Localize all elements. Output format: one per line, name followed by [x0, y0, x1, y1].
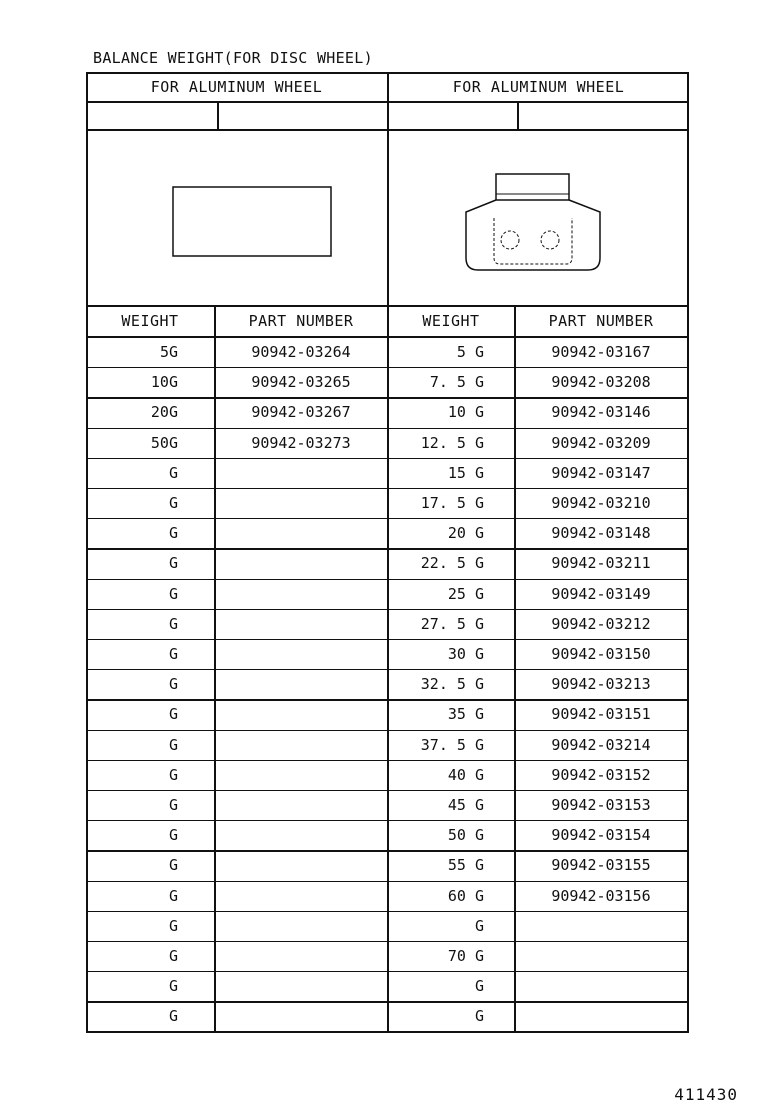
right-part-cell: 90942-03151: [551, 705, 651, 724]
left-weight-cell: 20G: [150, 403, 178, 422]
left-part-cell: [215, 820, 387, 850]
left-weight-cell: G: [168, 494, 178, 513]
right-weight-cell: 35 G: [447, 705, 484, 724]
left-weight-cell: G: [168, 584, 178, 603]
left-weight-cell: G: [168, 826, 178, 845]
left-weight-cell: G: [168, 1007, 178, 1026]
right-weight-cell: 50 G: [447, 826, 484, 845]
left-weight-cell: G: [168, 645, 178, 664]
left-part-cell: 90942-03264: [251, 343, 351, 362]
balance-weight-table: [86, 72, 689, 1033]
right-part-cell: [515, 1001, 687, 1031]
right-part-cell: 90942-03212: [551, 614, 651, 633]
right-part-cell: 90942-03149: [551, 584, 651, 603]
left-weight-header: WEIGHT: [121, 312, 179, 330]
right-weight-cell: 70 G: [447, 947, 484, 966]
left-part-cell: [215, 699, 387, 729]
right-part-cell: 90942-03147: [551, 463, 651, 482]
flat-weight-diagram: [86, 130, 387, 305]
left-part-cell: [215, 760, 387, 790]
left-part-cell: [215, 669, 387, 699]
right-part-cell: 90942-03167: [551, 343, 651, 362]
right-part-cell: 90942-03153: [551, 796, 651, 815]
right-part-cell: 90942-03154: [551, 826, 651, 845]
left-part-cell: 90942-03267: [251, 403, 351, 422]
right-part-cell: 90942-03152: [551, 765, 651, 784]
left-part-cell: [215, 941, 387, 971]
right-weight-cell: 30 G: [447, 645, 484, 664]
left-weight-cell: G: [168, 463, 178, 482]
left-part-cell: [215, 911, 387, 941]
left-weight-cell: G: [168, 765, 178, 784]
document-number: 411430: [674, 1085, 738, 1104]
right-part-cell: 90942-03211: [551, 554, 651, 573]
left-part-cell: [215, 730, 387, 760]
right-weight-cell: G: [474, 977, 484, 996]
left-weight-cell: G: [168, 554, 178, 573]
right-part-cell: 90942-03208: [551, 373, 651, 392]
right-weight-cell: 12. 5 G: [420, 433, 484, 452]
right-part-cell: [515, 971, 687, 1001]
left-part-cell: [215, 579, 387, 609]
left-weight-cell: G: [168, 886, 178, 905]
left-weight-cell: G: [168, 947, 178, 966]
right-weight-cell: 32. 5 G: [420, 675, 484, 694]
left-part-cell: [215, 850, 387, 880]
right-weight-cell: 10 G: [447, 403, 484, 422]
right-weight-cell: 15 G: [447, 463, 484, 482]
left-part-cell: 90942-03273: [251, 433, 351, 452]
right-part-cell: 90942-03146: [551, 403, 651, 422]
right-weight-cell: 7. 5 G: [429, 373, 484, 392]
right-part-cell: [515, 941, 687, 971]
left-part-cell: [215, 488, 387, 518]
right-weight-cell: G: [474, 1007, 484, 1026]
left-weight-cell: 10G: [150, 373, 178, 392]
left-part-cell: [215, 518, 387, 548]
left-part-cell: [215, 881, 387, 911]
left-part-cell: [215, 458, 387, 488]
left-weight-cell: G: [168, 796, 178, 815]
left-weight-cell: G: [168, 614, 178, 633]
left-weight-cell: 5G: [159, 343, 178, 362]
right-part-cell: 90942-03209: [551, 433, 651, 452]
left-weight-cell: G: [168, 705, 178, 724]
right-weight-cell: 55 G: [447, 856, 484, 875]
clip-weight-diagram: [388, 130, 687, 305]
right-part-cell: 90942-03213: [551, 675, 651, 694]
left-part-cell: [215, 548, 387, 578]
left-part-cell: [215, 609, 387, 639]
right-part-cell: 90942-03156: [551, 886, 651, 905]
right-weight-cell: 22. 5 G: [420, 554, 484, 573]
blank-left-divider: [217, 101, 219, 130]
right-weight-cell: 60 G: [447, 886, 484, 905]
left-weight-cell: G: [168, 524, 178, 543]
right-part-cell: [515, 911, 687, 941]
left-weight-cell: G: [168, 675, 178, 694]
left-weight-cell: G: [168, 856, 178, 875]
right-part-cell: 90942-03155: [551, 856, 651, 875]
right-section-header: FOR ALUMINUM WHEEL: [452, 77, 625, 96]
right-part-cell: 90942-03214: [551, 735, 651, 754]
page-title: BALANCE WEIGHT(FOR DISC WHEEL): [93, 49, 373, 67]
left-part-cell: [215, 971, 387, 1001]
left-section-header: FOR ALUMINUM WHEEL: [150, 77, 323, 96]
left-part-header: PART NUMBER: [248, 312, 354, 330]
left-weight-cell: G: [168, 735, 178, 754]
right-weight-header: WEIGHT: [422, 312, 480, 330]
right-weight-cell: 40 G: [447, 765, 484, 784]
right-weight-cell: 5 G: [456, 343, 484, 362]
table-border-right: [687, 72, 689, 1033]
right-weight-cell: 17. 5 G: [420, 494, 484, 513]
right-weight-cell: 45 G: [447, 796, 484, 815]
left-weight-cell: G: [168, 977, 178, 996]
left-part-cell: [215, 1001, 387, 1031]
blank-right-divider: [517, 101, 519, 130]
right-part-cell: 90942-03148: [551, 524, 651, 543]
right-weight-cell: 20 G: [447, 524, 484, 543]
right-part-cell: 90942-03210: [551, 494, 651, 513]
left-weight-cell: G: [168, 916, 178, 935]
header-rule: [86, 101, 689, 103]
right-weight-cell: G: [474, 916, 484, 935]
left-part-cell: 90942-03265: [251, 373, 351, 392]
right-part-cell: 90942-03150: [551, 645, 651, 664]
left-part-cell: [215, 639, 387, 669]
right-weight-cell: 25 G: [447, 584, 484, 603]
right-weight-cell: 27. 5 G: [420, 614, 484, 633]
left-part-cell: [215, 790, 387, 820]
right-part-header: PART NUMBER: [548, 312, 654, 330]
left-weight-cell: 50G: [150, 433, 178, 452]
right-weight-cell: 37. 5 G: [420, 735, 484, 754]
